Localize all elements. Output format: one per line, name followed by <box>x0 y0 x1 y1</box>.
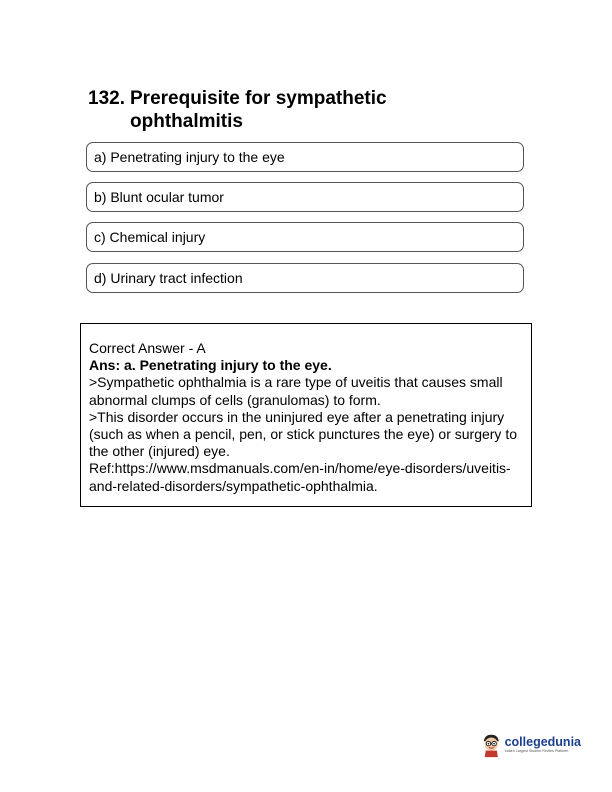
mascot-icon <box>481 732 502 758</box>
explanation-line-1: >Sympathetic ophthalmia is a rare type of uveitis that causes small abnormal clumps of cells (granulomas) to form. <box>89 374 503 408</box>
option-c[interactable]: c) Chemical injury <box>86 222 524 252</box>
logo-tagline: India's Largest Student Review Platform <box>504 749 569 753</box>
question-text: Prerequisite for sympathetic ophthalmitis <box>130 88 387 132</box>
option-b[interactable]: b) Blunt ocular tumor <box>86 182 524 212</box>
collegedunia-logo <box>481 731 581 759</box>
option-d[interactable]: d) Urinary tract infection <box>86 263 524 293</box>
question-heading <box>88 87 528 133</box>
option-a[interactable]: a) Penetrating injury to the eye <box>86 142 524 172</box>
question-number: 132. <box>88 88 125 109</box>
answer-explanation-box <box>80 323 532 507</box>
logo-name: collegedunia <box>504 735 581 749</box>
answer-heading: Ans: a. Penetrating injury to the eye. <box>89 357 332 374</box>
explanation-line-2: >This disorder occurs in the uninjured eye after a penetrating injury (such as when a pencil, pen, or stick punctures the eye) or surgery to the other (injured) eye. <box>89 408 517 460</box>
reference: Ref:https://www.msdmanuals.com/en-in/home/eye-disorders/uveitis-and-related-disorders/sympathetic-ophthalmia. <box>89 460 511 494</box>
correct-answer: Correct Answer - A <box>89 340 206 356</box>
